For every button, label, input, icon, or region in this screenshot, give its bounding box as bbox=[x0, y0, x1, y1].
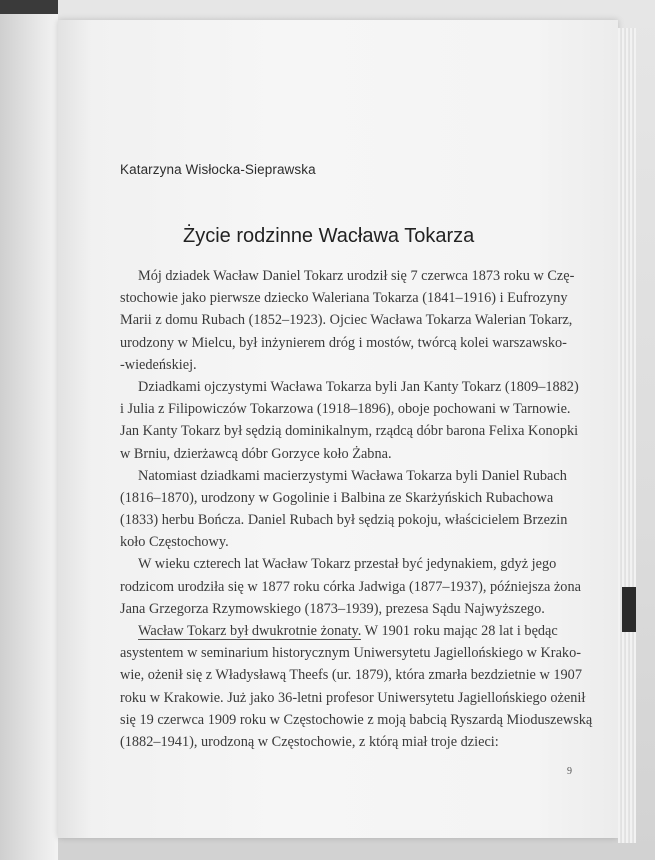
text-line: (1882–1941), urodzoną w Częstochowie, z którą miał troje dzieci: bbox=[120, 734, 499, 750]
page-tab-marker bbox=[622, 587, 636, 632]
page-edges bbox=[618, 28, 636, 843]
text-line: koło Częstochowy. bbox=[120, 534, 229, 551]
text-line: -wiedeńskiej. bbox=[120, 356, 197, 373]
text-line bbox=[138, 623, 558, 640]
underlined-phrase: Wacław Tokarz był dwukrotnie żonaty. bbox=[138, 623, 362, 640]
text-line: Natomiast dziadkami macierzystymi Wacława Tokarza byli Daniel Rubach bbox=[138, 467, 567, 484]
page-number: 9 bbox=[567, 766, 572, 777]
author-name: Katarzyna Wisłocka-Sieprawska bbox=[120, 162, 316, 177]
text-line: i Julia z Filipowiczów Tokarzowa (1918–1896), oboje pochowani w Tarnowie. bbox=[120, 401, 571, 418]
text-line: Mój dziadek Wacław Daniel Tokarz urodził się 7 czerwca 1873 roku w Czę- bbox=[138, 268, 575, 284]
text-line: w Brniu, dzierżawcą dóbr Gorzyce koło Żabna. bbox=[120, 445, 392, 462]
text-line: stochowie jako pierwsze dziecko Waleriana Tokarza (1841–1916) i Eufrozyny bbox=[120, 290, 568, 307]
text-line: (1816–1870), urodzony w Gogolinie i Balbina ze Skarżyńskich Rubachowa bbox=[120, 489, 554, 506]
chapter-title: Życie rodzinne Wacława Tokarza bbox=[183, 225, 475, 247]
text-line: asystentem w seminarium historycznym Uniwersytetu Jagiellońskiego w Krako- bbox=[120, 645, 581, 662]
text-line: W wieku czterech lat Wacław Tokarz przestał być jedynakiem, gdyż jego bbox=[138, 556, 557, 573]
text-line: urodzony w Mielcu, był inżynierem dróg i mostów, twórcą kolei warszawsko- bbox=[120, 334, 567, 351]
text-line: roku w Krakowie. Już jako 36-letni profesor Uniwersytetu Jagiellońskiego ożenił bbox=[120, 689, 586, 706]
text-line: Dziadkami ojczystymi Wacława Tokarza byli Jan Kanty Tokarz (1809–1882) bbox=[138, 378, 579, 395]
text-line: Jana Grzegorza Rzymowskiego (1873–1939), prezesa Sądu Najwyższego. bbox=[120, 600, 545, 617]
text-line-rest: W 1901 roku mając 28 lat i będąc bbox=[361, 623, 558, 640]
book-cover-left bbox=[0, 0, 58, 860]
book-cover-corner bbox=[0, 0, 58, 14]
text-line: się 19 czerwca 1909 roku w Częstochowie z moją babcią Ryszardą Mioduszewską bbox=[120, 711, 593, 728]
text-line: Marii z domu Rubach (1852–1923). Ojciec Wacława Tokarza Walerian Tokarz, bbox=[120, 312, 573, 329]
text-line: rodzicom urodziła się w 1877 roku córka Jadwiga (1877–1937), późniejsza żona bbox=[120, 578, 581, 595]
text-line: (1833) herbu Bończa. Daniel Rubach był sędzią pokoju, właścicielem Brzezin bbox=[120, 512, 568, 529]
text-line: Jan Kanty Tokarz był sędzią dominikalnym, rządcą dóbr barona Felixa Konopki bbox=[120, 423, 579, 440]
text-line: wie, ożenił się z Władysławą Theefs (ur. 1879), która zmarła bezdzietnie w 1907 bbox=[120, 667, 582, 684]
